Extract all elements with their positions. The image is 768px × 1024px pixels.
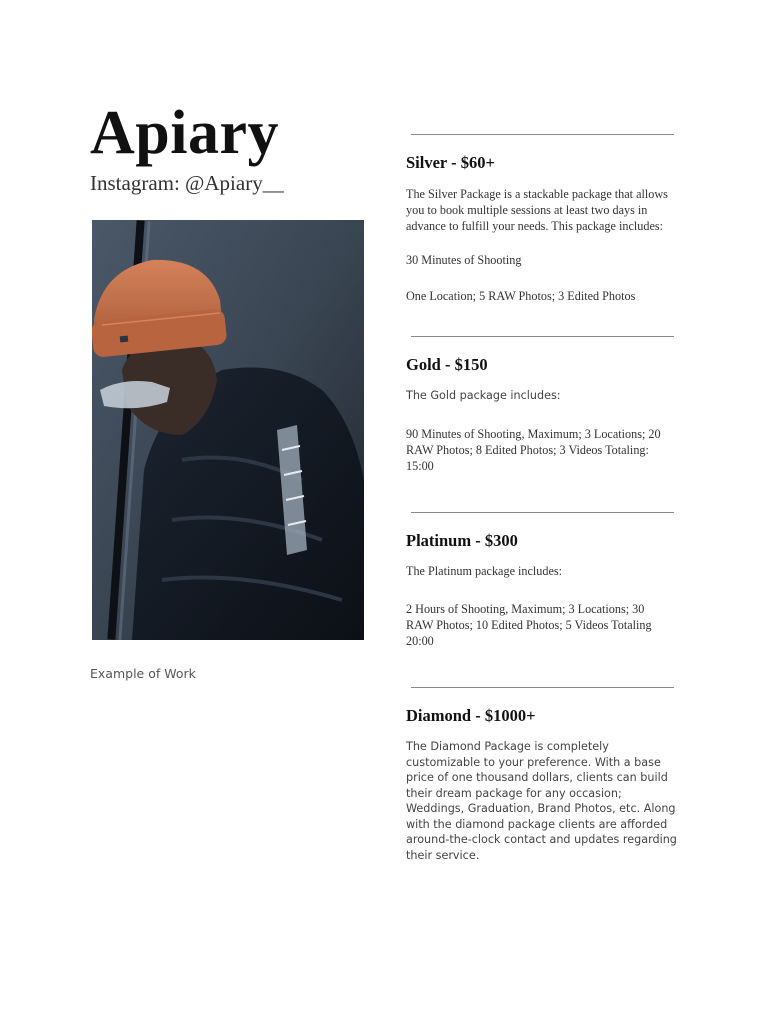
page-title: Apiary [90,99,279,167]
package-description: The Gold package includes: [406,389,561,402]
package-detail: One Location; 5 RAW Photos; 3 Edited Photos [406,289,636,303]
package-title: Silver - $60+ [406,153,495,172]
package-title: Platinum - $300 [406,531,518,550]
package-description: The Silver Package is a stackable package that allows you to book multiple sessions at least two days in advance to fulfill your needs. This package includes: [406,187,668,233]
package-detail: 90 Minutes of Shooting, Maximum; 3 Locations; 20 RAW Photos; 8 Edited Photos; 3 Videos Totaling: 15:00 [406,427,661,473]
divider [411,336,674,337]
example-work-photo [92,220,364,640]
package-description: The Diamond Package is completely customizable to your preference. With a base price of one thousand dollars, clients can build their dream package for any occasion; Weddings, Graduation, Brand Photos, etc. Along with the diamond package clients are afforded around-the-clock contact and updates regarding their service. [406,740,677,862]
package-detail: 2 Hours of Shooting, Maximum; 3 Locations; 30 RAW Photos; 10 Edited Photos; 5 Videos Totaling 20:00 [406,602,652,648]
package-title: Gold - $150 [406,355,488,374]
package-detail: 30 Minutes of Shooting [406,253,522,267]
divider [411,134,674,135]
divider [411,512,674,513]
portrait-illustration [92,220,364,640]
instagram-handle: Instagram: @Apiary__ [90,171,284,195]
divider [411,687,674,688]
photo-caption: Example of Work [90,666,196,681]
package-title: Diamond - $1000+ [406,706,536,725]
package-description: The Platinum package includes: [406,564,563,578]
